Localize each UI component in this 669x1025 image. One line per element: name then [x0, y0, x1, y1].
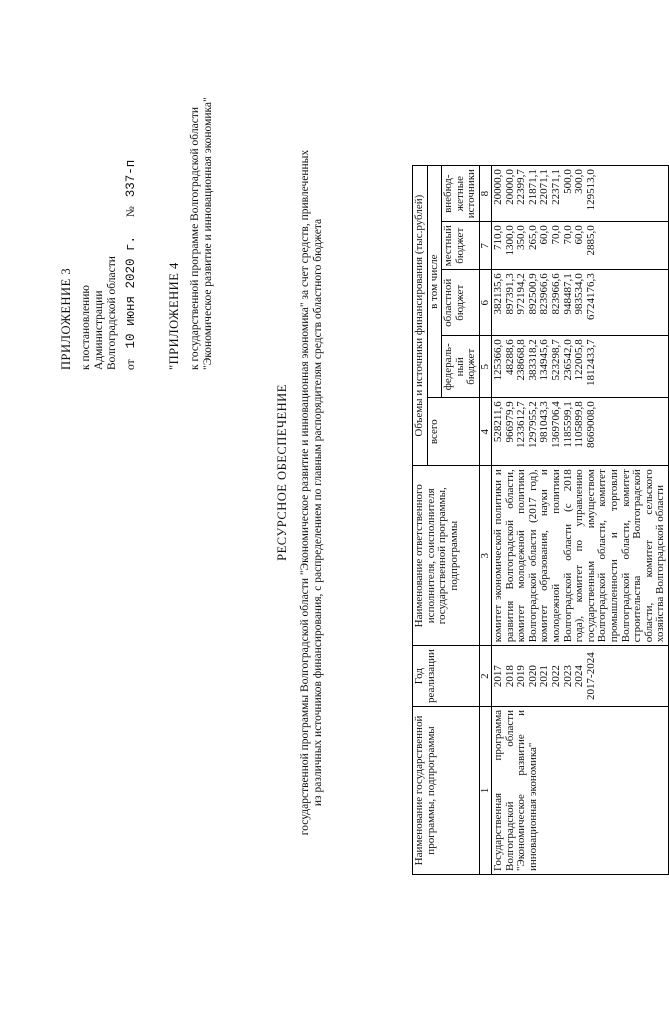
- local-cell: [491, 222, 668, 270]
- column-number-row: [479, 166, 491, 875]
- resolution-date-line: [125, 160, 138, 370]
- resolution-date: 10 июня 2020 г.: [124, 235, 138, 349]
- cell-value: 129513,0: [584, 169, 597, 211]
- cell-value: 300,0: [573, 169, 586, 194]
- header-total: всего: [427, 398, 479, 466]
- cell-value: 500,0: [561, 169, 574, 194]
- cell-value: 6724176,3: [584, 273, 597, 320]
- heading-line: из различных источников финансирования, с распределением по главным распорядителям средств областного бюджета: [312, 218, 324, 807]
- resolution-number: 337-п: [124, 159, 138, 198]
- cell-value: 981043,3: [538, 401, 551, 443]
- column-number: 2: [479, 646, 491, 707]
- cell-value: 1300,0: [503, 225, 516, 256]
- cell-value: 972194,2: [515, 273, 528, 315]
- cell-value: 1812433,7: [584, 339, 597, 386]
- cell-value: 2885,0: [584, 225, 597, 256]
- cell-value: 20000,0: [503, 169, 516, 205]
- cell-value: 528211,6: [491, 401, 504, 443]
- cell-value: 21871,1: [526, 169, 539, 205]
- executor-cell: комитет экономической политики и развития Волгоградской области, комитет молодежной политики Волгоградской области (2017 год), комитет образования, науки и молодежной политики Волгоградской области (с 2018 года), комитет по управлению государственным имуществом Волгоградской области, комитет промышленности и торговли Волгоградской области, комитет строительства Волгоградской области, комитет сельского хозяйства Волгоградской области: [491, 466, 668, 646]
- regional-cell: [491, 270, 668, 336]
- header-year: Год реализации: [413, 646, 480, 707]
- cell-value: 983534,0: [573, 273, 586, 315]
- header-local: местный бюджет: [442, 222, 480, 270]
- cell-value: 2023: [561, 665, 574, 688]
- cell-value: 22071,1: [538, 169, 551, 205]
- cell-value: 892500,9: [526, 273, 539, 315]
- header-extra: внебюд-жетные источники: [442, 166, 480, 222]
- cell-value: 122005,8: [573, 339, 586, 381]
- table-row: [491, 166, 668, 875]
- header-program: Наименование государственной программы, подпрограммы: [413, 707, 480, 875]
- date-prefix: от: [125, 359, 137, 370]
- cell-value: 2018: [503, 665, 516, 688]
- header-including: в том числе: [427, 166, 442, 398]
- cell-value: 1233612,7: [515, 401, 528, 448]
- cell-value: 1297955,2: [526, 401, 539, 448]
- cell-value: 2019: [515, 665, 528, 688]
- cell-value: 2021: [538, 665, 551, 688]
- appendix4-line: "Экономическое развитие и инновационная экономика": [202, 97, 214, 370]
- years-cell: [491, 646, 668, 707]
- heading-line: государственной программы Волгоградской области "Экономическое развитие и инновационная экономика" за счет средств, привлеченных: [299, 149, 311, 836]
- cell-value: 134945,6: [538, 339, 551, 381]
- program-name-cell: Государственная программа Волгоградской области "Экономическое развитие и инновационная экономика": [491, 707, 668, 875]
- appendix3-line: к постановлению: [80, 285, 92, 370]
- column-number: 6: [479, 270, 491, 336]
- cell-value: 70,0: [561, 225, 574, 245]
- cell-value: 265,0: [526, 225, 539, 250]
- extra-cell: [491, 166, 668, 222]
- header-federal: федераль-ный бюджет: [442, 336, 480, 398]
- appendix3-title: ПРИЛОЖЕНИЕ 3: [59, 267, 73, 370]
- column-number: 3: [479, 466, 491, 646]
- cell-value: 8669008,0: [584, 401, 597, 448]
- appendix3-block: [60, 160, 138, 370]
- cell-value: 48288,6: [503, 339, 516, 375]
- cell-value: 1105899,8: [573, 401, 586, 448]
- cell-value: 523298,7: [549, 339, 562, 381]
- cell-value: 383318,2: [526, 339, 539, 381]
- cell-value: 382135,6: [491, 273, 504, 315]
- appendix3-line: Администрации: [93, 290, 105, 370]
- federal-cell: [491, 336, 668, 398]
- cell-value: 710,0: [491, 225, 504, 250]
- column-number: 8: [479, 166, 491, 222]
- cell-value: 2017-2024: [584, 652, 597, 700]
- cell-value: 1185599,1: [561, 401, 574, 448]
- header-funding: Объемы и источники финансирования (тыс.рублей): [413, 166, 428, 466]
- column-number: 7: [479, 222, 491, 270]
- cell-value: 22399,7: [515, 169, 528, 205]
- cell-value: 823966,6: [538, 273, 551, 315]
- appendix3-line: Волгоградской области: [106, 256, 118, 370]
- cell-value: 238668,8: [515, 339, 528, 381]
- cell-value: 60,0: [573, 225, 586, 245]
- header-regional: областной бюджет: [442, 270, 480, 336]
- resource-table: [412, 165, 669, 875]
- column-number: 5: [479, 336, 491, 398]
- table-header-row: [413, 166, 428, 875]
- cell-value: 966979,9: [503, 401, 516, 443]
- cell-value: 350,0: [515, 225, 528, 250]
- total-cell: [491, 398, 668, 466]
- cell-value: 60,0: [538, 225, 551, 245]
- cell-value: 22371,1: [549, 169, 562, 205]
- appendix4-block: [168, 97, 215, 370]
- appendix4-title: "ПРИЛОЖЕНИЕ 4: [167, 262, 181, 370]
- cell-value: 236542,0: [561, 339, 574, 381]
- document-heading: [276, 0, 325, 905]
- appendix4-line: к государственной программе Волгоградской области: [189, 107, 201, 370]
- cell-value: 20000,0: [491, 169, 504, 205]
- cell-value: 823966,6: [549, 273, 562, 315]
- heading-title: РЕСУРСНОЕ ОБЕСПЕЧЕНИЕ: [275, 384, 289, 561]
- cell-value: 1369706,4: [549, 401, 562, 448]
- number-prefix: №: [125, 206, 137, 218]
- column-number: 4: [479, 398, 491, 466]
- cell-value: 125366,0: [491, 339, 504, 381]
- cell-value: 2020: [526, 665, 539, 688]
- cell-value: 897391,3: [503, 273, 516, 315]
- cell-value: 2022: [549, 665, 562, 688]
- header-executor: Наименование ответственного исполнителя, соисполнителя государственной программы, подпрограммы: [413, 466, 480, 646]
- cell-value: 2017: [491, 665, 504, 688]
- cell-value: 948487,1: [561, 273, 574, 315]
- cell-value: 2024: [573, 665, 586, 688]
- cell-value: 70,0: [549, 225, 562, 245]
- column-number: 1: [479, 707, 491, 875]
